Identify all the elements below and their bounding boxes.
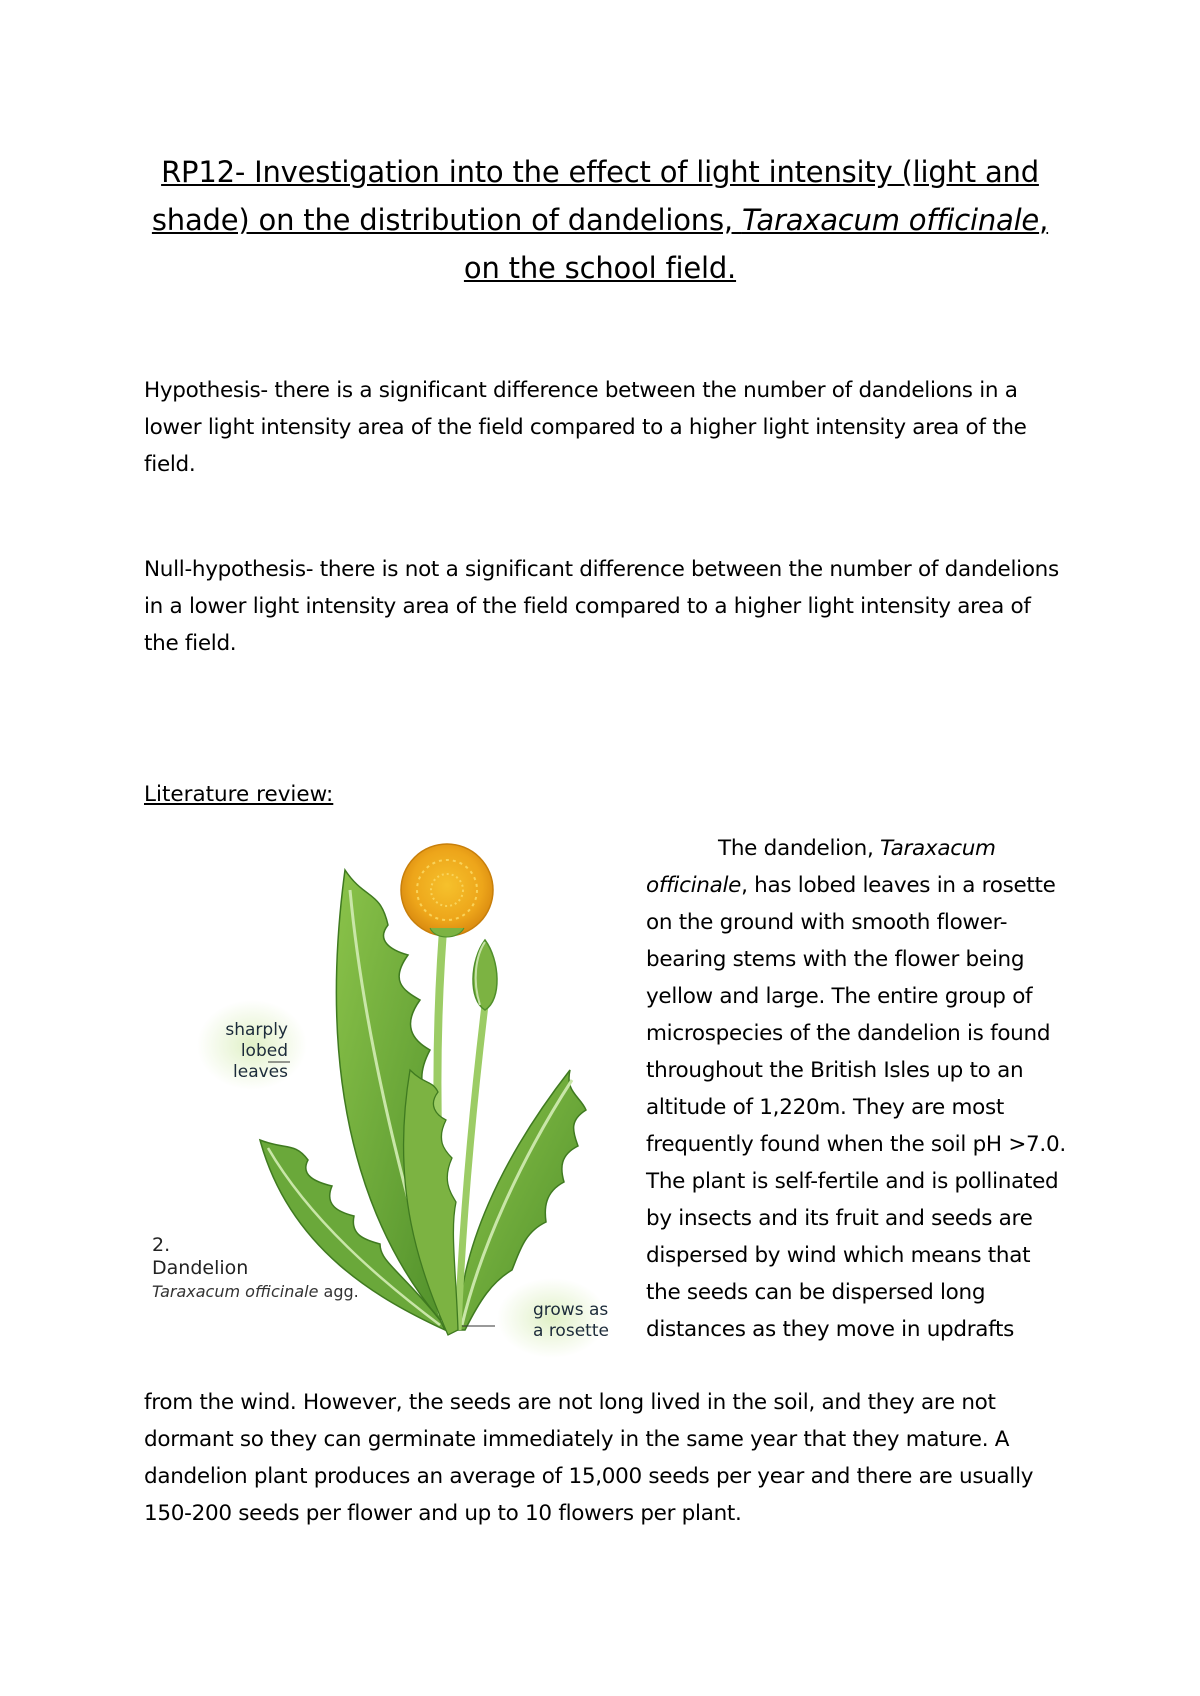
label-sharply-lobed-leaves	[218, 1020, 288, 1083]
label-line: grows as	[533, 1300, 609, 1320]
lit-side-body: , has lobed leaves in a rosette on the ground with smooth flower-bearing stems with the flower being yellow and large. The entire group of microspecies of the dandelion is found throughout the British Isles up to an altitude of 1,220m. They are most frequently found when the soil pH >7.0. The plant is self-fertile and is pollinated by insects and its fruit and seeds are dispersed by wind which means that the seeds can be dispersed long distances as they move in updrafts	[646, 873, 1066, 1342]
caption-suffix: agg.	[318, 1282, 359, 1301]
caption-number: 2.	[152, 1234, 171, 1256]
figure-caption	[152, 1234, 359, 1303]
title-text-end: , on the school field.	[463, 203, 1049, 285]
label-line: lobed	[240, 1041, 288, 1061]
flower-bracts	[430, 928, 464, 937]
label-line: a rosette	[533, 1321, 609, 1341]
literature-bottom-text: from the wind. However, the seeds are not long lived in the soil, and they are not dormant so they can germinate immediately in the same year that they mature. A dandelion plant produces an average of 15,000 seeds per year and there are usually 150-200 seeds per flower and up to 10 flowers per plant.	[144, 1390, 1034, 1526]
literature-side-text	[646, 830, 1066, 1348]
null-hypothesis-paragraph: Null-hypothesis- there is not a significant difference between the number of dandelions in a lower light intensity area of the field compared to a higher light intensity area of the field.	[144, 557, 1059, 656]
caption-latin: Taraxacum officinale	[152, 1282, 319, 1301]
title-species: Taraxacum officinale	[741, 203, 1040, 237]
hypothesis-paragraph: Hypothesis- there is a significant difference between the number of dandelions in a lower light intensity area of the field compared to a higher light intensity area of the field.	[144, 378, 1027, 477]
document-title	[140, 148, 1060, 292]
label-line: leaves	[233, 1062, 288, 1082]
dandelion-figure	[140, 830, 630, 1370]
label-line: sharply	[225, 1020, 288, 1040]
caption-latin-line	[152, 1280, 359, 1303]
label-grows-as-rosette	[533, 1300, 609, 1342]
literature-review-heading: Literature review:	[144, 782, 334, 807]
caption-name: Dandelion	[152, 1257, 249, 1279]
dandelion-flower	[401, 844, 493, 936]
lit-species: Taraxacum officinale	[646, 836, 996, 898]
lit-intro: The dandelion,	[718, 836, 881, 861]
title-text: RP12- Investigation into the effect of light intensity (light and shade) on the distribution of dandelions,	[151, 155, 1039, 237]
